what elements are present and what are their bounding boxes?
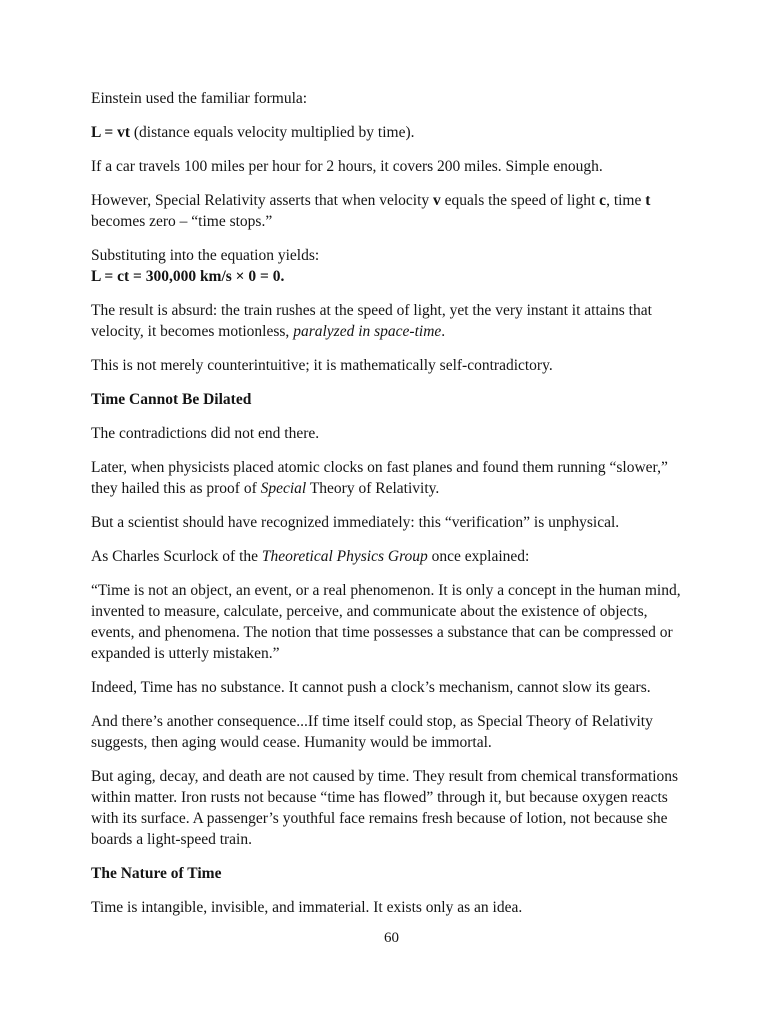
text-run: Special <box>260 480 307 497</box>
text-run: , time <box>606 192 646 209</box>
text-run: The Nature of Time <box>91 865 222 882</box>
text-run: Time Cannot Be Dilated <box>91 391 252 408</box>
text-run: c <box>599 192 607 209</box>
text-run: once explained: <box>427 548 530 565</box>
text-run: L = vt <box>91 124 130 141</box>
text-run: L = ct = 300,000 km/s × 0 = 0. <box>91 268 285 285</box>
paragraph <box>91 897 692 918</box>
paragraph <box>91 300 692 342</box>
text-run: . <box>441 323 446 340</box>
text-run: “Time is not an object, an event, or a real phenomenon. It is only a concept in the human mind, invented to measure, calculate, perceive, and communicate about the existence of objects, events, and phenomena. The notion that time possesses a substance that can be compressed or expanded is utterly mistaken.” <box>91 582 681 662</box>
paragraph <box>91 122 692 143</box>
paragraph <box>91 766 692 850</box>
paragraph <box>91 156 692 177</box>
text-run: t <box>645 192 651 209</box>
text-run: Einstein used the familiar formula: <box>91 90 308 107</box>
text-run: Later, when physicists placed atomic clocks on fast planes and found them running “slower,” they hailed this as proof of <box>91 459 668 497</box>
paragraph <box>91 355 692 376</box>
text-run: paralyzed in space-time <box>293 323 442 340</box>
text-run: becomes zero – “time stops.” <box>91 213 273 230</box>
text-run: But a scientist should have recognized immediately: this “verification” is unphysical. <box>91 514 620 531</box>
paragraph <box>91 190 692 232</box>
paragraph <box>91 423 692 444</box>
text-run: The contradictions did not end there. <box>91 425 320 442</box>
text-run: v <box>433 192 441 209</box>
paragraph <box>91 677 692 698</box>
text-run: As Charles Scurlock of the <box>91 548 262 565</box>
text-run: Substituting into the equation yields: <box>91 247 320 264</box>
paragraph <box>91 546 692 567</box>
page-number: 60 <box>384 930 399 946</box>
text-run: However, Special Relativity asserts that when velocity <box>91 192 434 209</box>
text-run: The result is absurd: the train rushes at the speed of light, yet the very instant it attains that velocity, it becomes motionless, <box>91 302 652 340</box>
text-run: And there’s another consequence...If time itself could stop, as Special Theory of Relativity suggests, then aging would cease. Humanity would be immortal. <box>91 713 653 751</box>
text-run: Theory of Relativity. <box>306 480 440 497</box>
text-run: This is not merely counterintuitive; it is mathematically self-contradictory. <box>91 357 553 374</box>
section-heading <box>91 863 692 884</box>
text-run: But aging, decay, and death are not caused by time. They result from chemical transformations within matter. Iron rusts not because “time has flowed” through it, but because oxygen reacts with its surface. A passenger’s youthful face remains fresh because of lotion, not because she boards a light-speed train. <box>91 768 679 848</box>
text-run: (distance equals velocity multiplied by time). <box>129 124 415 141</box>
paragraph <box>91 457 692 499</box>
section-heading <box>91 389 692 410</box>
paragraph <box>91 580 692 664</box>
paragraph <box>91 512 692 533</box>
text-run: Time is intangible, invisible, and immaterial. It exists only as an idea. <box>91 899 523 916</box>
text-run: Indeed, Time has no substance. It cannot push a clock’s mechanism, cannot slow its gears. <box>91 679 651 696</box>
page-content <box>91 88 692 931</box>
paragraph <box>91 711 692 753</box>
text-run: If a car travels 100 miles per hour for 2 hours, it covers 200 miles. Simple enough. <box>91 158 603 175</box>
paragraph <box>91 88 692 109</box>
text-run: equals the speed of light <box>440 192 600 209</box>
text-run: Theoretical Physics Group <box>261 548 428 565</box>
paragraph <box>91 245 692 287</box>
